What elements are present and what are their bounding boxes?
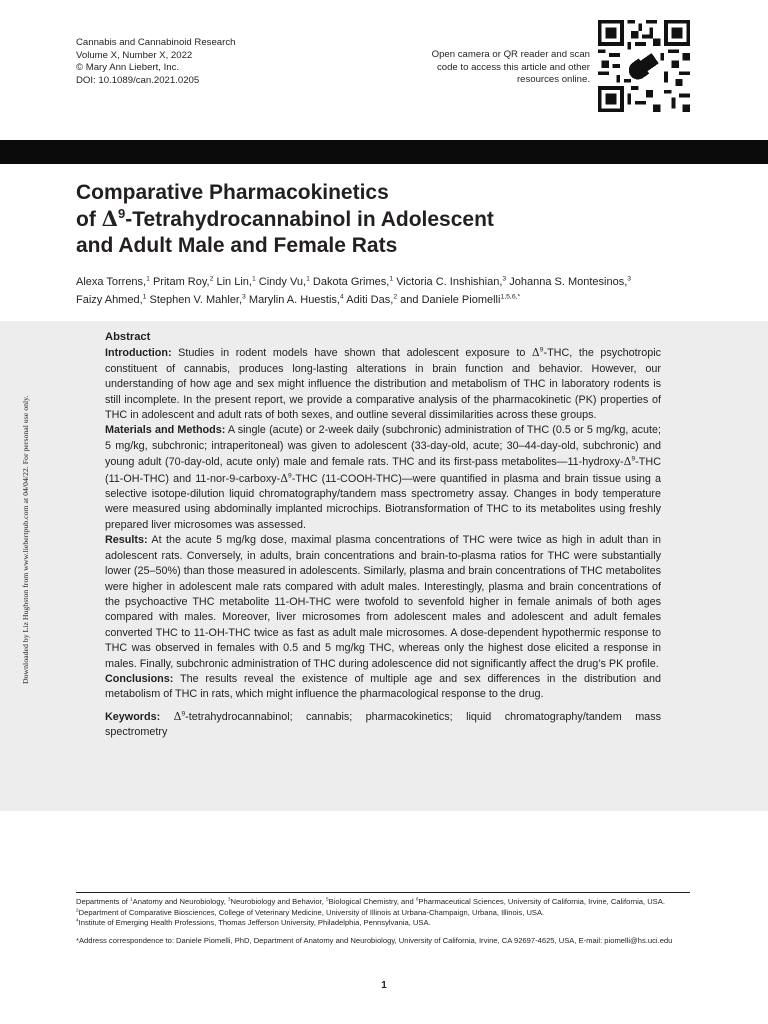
affiliation-sup: 6 (415, 896, 419, 902)
author-name: Alexa Torrens, (76, 276, 147, 288)
download-notice (21, 344, 31, 684)
results-label: Results: (105, 534, 148, 547)
author-name: and Daniele Piomelli (397, 294, 501, 306)
introduction-text-a: Studies in rodent models have shown that adolescent exposure to (171, 347, 532, 360)
author-affiliation: 2 (393, 293, 398, 301)
affiliation-sup: 4 (76, 917, 79, 923)
author-line-2 (76, 291, 696, 309)
delta-symbol: Δ (623, 455, 632, 469)
abstract-results (105, 533, 661, 672)
sup-9: 9 (631, 455, 636, 463)
title-line-2 (76, 206, 696, 233)
author-affiliation: 1 (251, 275, 256, 283)
abstract-methods (105, 423, 661, 533)
author-affiliation: 1 (389, 275, 394, 283)
author-affiliation: 3 (502, 275, 507, 283)
affiliation-departments (76, 897, 690, 908)
title-line-2-text: -Tetrahydrocannabinol in Adolescent (125, 208, 494, 231)
article-title (76, 180, 696, 259)
affiliation-sup: 3 (227, 896, 231, 902)
author-affiliation: 1 (142, 293, 147, 301)
methods-text-c: -THC (11-COOH-THC)—were quantified in plasma and brain tissue using a selective isotope-dilution liquid chromatography/tandem mass spectrometry assay. Changes in body temperature were measured using abdominally implanted microchips. Biotransformation of THC to its metabolites using freshly prepared liver microsomes was assessed. (105, 472, 661, 531)
page-number: 1 (381, 980, 387, 991)
author-name: Dakota Grimes, (309, 276, 390, 288)
author-affiliation: 4 (339, 293, 344, 301)
author-affiliation: 1 (306, 275, 310, 283)
title-line-1: Comparative Pharmacokinetics (76, 181, 389, 204)
download-notice-text: Downloaded by Liz Hughston from www.liebertpub.com at 04/04/22. For personal use only. (21, 395, 30, 684)
sup-9: 9 (181, 710, 186, 718)
correspondence-address: *Address correspondence to: Daniele Piomelli, PhD, Department of Anatomy and Neurobiology, University of California, Irvine, CA 92697-4625, USA, E-mail: piomelli@hs.uci.edu (76, 935, 673, 945)
conclusions-label: Conclusions: (105, 672, 174, 685)
author-affiliation: 2 (209, 275, 214, 283)
sup-9: 9 (288, 472, 292, 480)
results-text: At the acute 5 mg/kg dose, maximal plasma concentrations of THC were twice as high in adult than in adolescent rats. Conversely, in adults, brain concentrations and brain-to-plasma ratios for THC were substantially lower (25–50%) than those measured in adolescents. Similarly, plasma and brain concentrations of THC metabolites were higher in adolescent male rats compared with adult males. Interestingly, plasma and brain concentrations of the psychoactive THC metabolite 11-OH-THC were twofold to sevenfold higher in female animals of both ages compared with males. Moreover, liver microsomes from adolescent males and adolescent and adult females converted THC to 11-OH-THC twice as fast as adult male microsomes. A dose-dependent hypothermic response to THC was observed in females with 0.5 and 5 mg/kg THC, whereas only the highest dose elicited a response in males. Finally, subchronic administration of THC during adolescence did not significantly affect the drug’s PK profile. (105, 534, 661, 670)
department-name: Biological Chemistry, and (328, 897, 416, 906)
methods-text-b: -THC (11-OH-THC) and 11-nor-9-carboxy- (105, 456, 661, 485)
author-affiliation: 3 (627, 275, 632, 283)
delta-symbol: Δ (101, 206, 118, 231)
header-bar (0, 140, 768, 164)
department-name: Pharmaceutical Sciences, University of California, Irvine, California, USA. (418, 897, 665, 906)
title-line-3: and Adult Male and Female Rats (76, 234, 398, 257)
author-affiliation: 3 (242, 293, 246, 301)
author-name: Marylin A. Huestis, (245, 294, 340, 306)
author-list (76, 273, 696, 309)
affiliation-sup: 2 (76, 907, 79, 913)
abstract-keywords (105, 709, 661, 741)
affiliation-4 (76, 918, 690, 929)
delta-symbol: Δ (531, 346, 540, 360)
author-name: Cindy Vu, (255, 276, 307, 288)
department-name: Neurobiology and Behavior, (230, 897, 326, 906)
title-sup-9: 9 (117, 206, 126, 221)
qr-code-icon[interactable] (598, 20, 690, 112)
author-name: Stephen V. Mahler, (146, 294, 243, 306)
author-name: Johanna S. Montesinos, (506, 276, 628, 288)
keywords-label: Keywords: (105, 710, 161, 723)
delta-symbol: Δ (173, 709, 182, 723)
journal-info (76, 37, 235, 87)
footnote-divider (76, 892, 690, 893)
introduction-label: Introduction: (105, 347, 172, 360)
journal-name: Cannabis and Cannabinoid Research (76, 37, 236, 48)
journal-doi[interactable]: DOI: 10.1089/can.2021.0205 (76, 74, 200, 86)
author-affiliation: 1 (146, 275, 150, 283)
author-name: Lin Lin, (213, 276, 252, 288)
abstract-conclusions (105, 672, 661, 703)
affiliation-text: Institute of Emerging Health Professions, Thomas Jefferson University, Philadelphia, Pennsylvania, USA. (78, 918, 431, 928)
affiliation-sup: 5 (325, 896, 329, 902)
conclusions-text: The results reveal the existence of multiple age and sex differences in the distribution and metabolism of THC in rats, which might influence the pharmacological response to the drug. (105, 672, 661, 701)
journal-copyright: © Mary Ann Liebert, Inc. (76, 62, 180, 74)
methods-text-a: A single (acute) or 2-week daily (subchronic) administration of THC (0.5 or 5 mg/kg, acute; 5 mg/kg, subchronic; intraperitoneal) was given to adolescent (33-day-old, acute; 30–44-day-old, subchronic) and young adult (70-day-old, acute only) male and female rats. THC and its first-pass metabolites—11-hydroxy- (105, 424, 662, 469)
abstract-heading: Abstract (105, 331, 151, 343)
author-name: Aditi Das, (343, 294, 394, 306)
abstract (105, 330, 661, 741)
departments-prefix: Departments of (76, 897, 131, 906)
author-name: Pritam Roy, (149, 276, 210, 288)
delta-symbol: Δ (280, 471, 289, 485)
author-name: Faizy Ahmed, (76, 294, 143, 306)
journal-volume: Volume X, Number X, 2022 (76, 49, 193, 61)
qr-note: Open camera or QR reader and scan code to access this article and other resources online. (431, 49, 590, 86)
methods-label: Materials and Methods: (105, 424, 226, 437)
keywords-text: -tetrahydrocannabinol; cannabis; pharmacokinetics; liquid chromatography/tandem mass spectrometry (105, 710, 661, 739)
title-of: of (76, 208, 102, 231)
abstract-introduction (105, 345, 661, 423)
author-name: Victoria C. Inshishian, (393, 276, 503, 288)
author-affiliation: 1,5,6,* (500, 293, 521, 301)
department-name: Anatomy and Neurobiology, (132, 897, 228, 906)
footnotes (76, 897, 690, 946)
introduction-text-b: -THC, the psychotropic constituent of cannabis, produces long-lasting alterations in brain function and behavior. However, our understanding of how age and sex might influence the distribution and metabolism of THC in laboratory rodents is still incomplete. In the present report, we provide a comparative analysis of the pharmacokinetic (PK) properties of THC in adolescent and adult rats of both sexes, and outline several dissimilarities across these groups. (105, 347, 662, 422)
affiliation-sup: 1 (130, 896, 133, 902)
affiliation-2 (76, 908, 690, 919)
affiliation-text: Department of Comparative Biosciences, College of Veterinary Medicine, University of Illinois at Urbana-Champaign, Urbana, Illinois, USA. (78, 907, 545, 917)
author-line-1 (76, 273, 696, 291)
sup-9: 9 (539, 346, 544, 354)
